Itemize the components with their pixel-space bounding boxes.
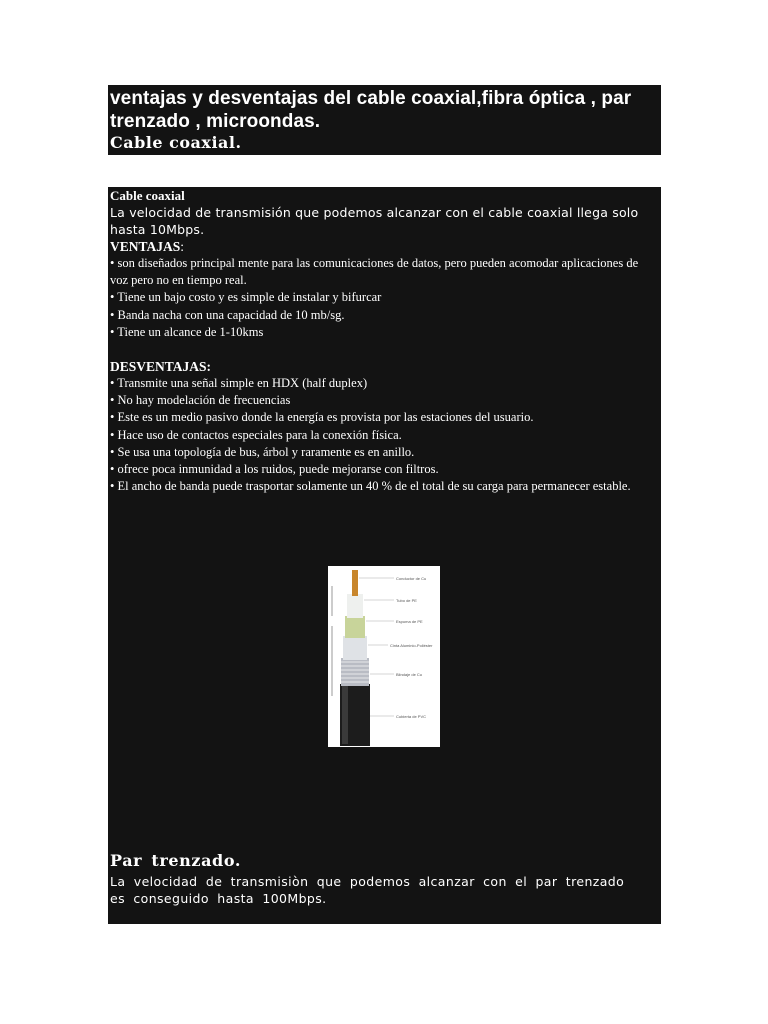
coax-heading: Cable coaxial <box>110 188 185 203</box>
list-item: • Hace uso de contactos especiales para la conexión física. <box>110 427 402 442</box>
list-item: • son diseñados principal mente para las comunicaciones de datos, pero pueden acomodar aplicaciones de voz pero no en tiempo real. <box>110 256 639 288</box>
figure-label-jacket: Cubierta de PVC <box>396 714 427 719</box>
figure-label-pe-tube: Tubo de PE <box>396 598 417 603</box>
figure-label-foil: Cinta Aluminio-Poliéster <box>390 643 433 648</box>
coax-speed-text: La velocidad de transmisión que podemos alcanzar con el cable coaxial llega solo hasta 10Mbps. <box>110 205 639 237</box>
list-item: • El ancho de banda puede trasportar solamente un 40 % de el total de su carga para permanecer estable. <box>110 479 631 494</box>
advantages-list <box>110 255 659 341</box>
list-item: • Se usa una topología de bus, árbol y raramente es en anillo. <box>110 444 415 459</box>
advantages-label <box>110 238 659 255</box>
disadvantages-list <box>110 375 659 495</box>
content-block <box>108 187 661 924</box>
list-item: • Tiene un alcance de 1-10kms <box>110 324 264 339</box>
twisted-pair-heading: Par trenzado. <box>110 851 242 870</box>
list-item: • No hay modelación de frecuencias <box>110 393 291 408</box>
coax-cable-figure <box>328 566 440 747</box>
figure-label-shield: Blindaje de Cu <box>396 672 423 677</box>
twisted-pair-speed-text: La velocidad de transmisiòn que podemos alcanzar con el par trenzado es conseguido hasta 100Mbps. <box>110 874 625 906</box>
list-item: • Tiene un bajo costo y es simple de instalar y bifurcar <box>110 290 382 305</box>
document-subtitle: Cable coaxial. <box>110 133 242 152</box>
list-item: • Transmite una señal simple en HDX (half duplex) <box>110 376 368 391</box>
advantages-label-text: VENTAJAS <box>110 239 181 254</box>
spacer <box>110 341 659 358</box>
list-item: • Este es un medio pasivo donde la energía es provista por las estaciones del usuario. <box>110 410 534 425</box>
disadvantages-label: DESVENTAJAS: <box>110 359 212 375</box>
advantages-label-suffix: : <box>180 239 185 254</box>
list-item: • Banda nacha con una capacidad de 10 mb/sg. <box>110 307 345 322</box>
document-title: ventajas y desventajas del cable coaxial,fibra óptica , par trenzado , microondas. <box>110 88 632 132</box>
figure-label-pe-foam: Espuma de PE <box>396 619 423 624</box>
header-block <box>108 85 661 155</box>
figure-label-conductor: Conductor de Cu <box>396 576 427 581</box>
list-item: • ofrece poca inmunidad a los ruidos, puede mejorarse con filtros. <box>110 462 439 477</box>
coax-cable-illustration <box>328 566 440 747</box>
